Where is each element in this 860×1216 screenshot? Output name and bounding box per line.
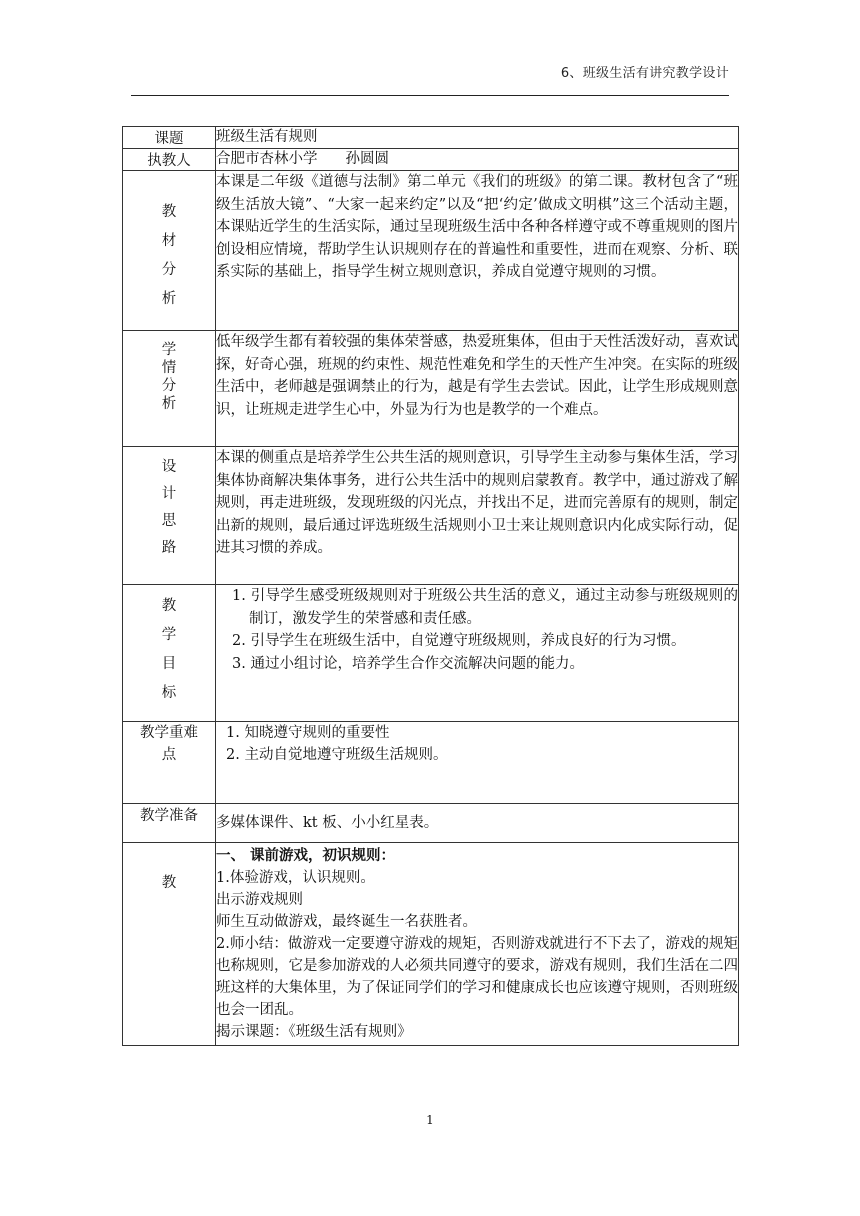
material-label [123, 171, 216, 331]
process-label: 教 [123, 843, 216, 1046]
goals-label-char: 标 [161, 685, 177, 701]
keypoints-content [216, 722, 739, 804]
row-process [123, 843, 739, 1046]
keypoints-label-line2: 点 [161, 747, 177, 763]
row-design [123, 447, 739, 585]
row-keypoints [123, 722, 739, 804]
process-content [216, 843, 739, 1046]
process-line: 师生互动做游戏，最终诞生一名获胜者。 [216, 914, 477, 930]
goals-label-char: 目 [161, 656, 177, 672]
prep-label: 教学准备 [123, 804, 216, 843]
keypoints-label [123, 722, 216, 804]
goals-label [123, 585, 216, 722]
goal-item: 3. 通过小组讨论，培养学生合作交流解决问题的能力。 [232, 655, 584, 672]
students-text: 低年级学生都有着较强的集体荣誉感，热爱班集体，但由于天性活泼好动，喜欢试探，好奇心强，班规的约束性、规范性难免和学生的天性产生冲突。在实际的班级生活中，老师越是强调禁止的行为，越是有学生去尝试。因此，让学生形成规则意识，让班规走进学生心中，外显为行为也是教学的一个难点。 [216, 331, 739, 447]
design-label-char: 计 [161, 486, 177, 502]
teacher-school: 合肥市杏林小学 [216, 151, 318, 167]
design-label-char: 设 [161, 459, 177, 475]
teacher-name: 孙圆圆 [345, 151, 389, 167]
keypoint-item: 2. 主动自觉地遵守班级生活规则。 [226, 747, 448, 763]
keypoints-label-line1: 教学重难 [140, 725, 198, 741]
design-label [123, 447, 216, 585]
students-label [123, 331, 216, 447]
row-students [123, 331, 739, 447]
goal-item: 2. 引导学生在班级生活中，自觉遵守班级规则，养成良好的行为习惯。 [232, 633, 686, 649]
lesson-plan-table [122, 126, 739, 1046]
process-line: 1.体验游戏，认识规则。 [216, 870, 375, 886]
teacher-label: 执教人 [123, 149, 216, 171]
process-heading: 一、 课前游戏，初识规则： [216, 847, 396, 864]
goals-label-char: 教 [161, 598, 177, 614]
material-label-char: 析 [161, 291, 177, 307]
students-label-char: 析 [161, 396, 177, 412]
students-label-char: 情 [161, 360, 177, 376]
process-line: 揭示课题：《班级生活有规则》 [216, 1024, 412, 1040]
design-label-char: 思 [161, 513, 177, 529]
process-line: 2.师小结：做游戏一定要遵守游戏的规矩，否则游戏就进行不下去了，游戏的规矩也称规则，它是参加游戏的人必须共同遵守的要求，游戏有规则，我们生活在二四班这样的大集体里，为了保证同学们的学习和健康成长也应该遵守规则，否则班级也会一团乱。 [216, 936, 738, 1018]
students-label-char: 学 [161, 342, 177, 358]
header-divider [131, 95, 729, 96]
material-label-char: 教 [161, 204, 177, 220]
prep-text: 多媒体课件、kt 板、小小红星表。 [216, 804, 739, 843]
design-label-char: 路 [161, 540, 177, 556]
goals-label-char: 学 [161, 627, 177, 643]
row-material [123, 171, 739, 331]
topic-label: 课题 [123, 127, 216, 149]
goal-item: 1. 引导学生感受班级规则对于班级公共生活的意义，通过主动参与班级规则的制订，激发学生的荣誉感和责任感。 [232, 588, 738, 627]
row-prep [123, 804, 739, 843]
page-number: 1 [426, 1113, 434, 1127]
row-teacher [123, 149, 739, 171]
topic-value: 班级生活有规则 [216, 127, 739, 149]
material-label-char: 分 [161, 262, 177, 278]
teacher-value [216, 149, 739, 171]
material-text: 本课是二年级《道德与法制》第二单元《我们的班级》的第二课。教材包含了“班级生活放大镜”、“大家一起来约定”以及“把‘约定’做成文明棋”这三个活动主题，本课贴近学生的生活实际，通过呈现班级生活中各种各样遵守或不尊重规则的图片创设相应情境，帮助学生认识规则存在的普遍性和重要性，进而在观察、分析、联系实际的基础上，指导学生树立规则意识，养成自觉遵守规则的习惯。 [216, 171, 739, 331]
students-label-char: 分 [161, 378, 177, 394]
design-text: 本课的侧重点是培养学生公共生活的规则意识，引导学生主动参与集体生活，学习集体协商解决集体事务，进行公共生活中的规则启蒙教育。教学中，通过游戏了解规则，再走进班级，发现班级的闪光点，并找出不足，进而完善原有的规则，制定出新的规则，最后通过评选班级生活规则小卫士来让规则意识内化成实际行动，促进其习惯的养成。 [216, 447, 739, 585]
goals-content [216, 585, 739, 722]
row-topic [123, 127, 739, 149]
process-line: 出示游戏规则 [216, 892, 303, 908]
row-goals [123, 585, 739, 722]
keypoint-item: 1. 知晓遵守规则的重要性 [226, 725, 390, 741]
page-header-title: 6、班级生活有讲究教学设计 [560, 66, 729, 81]
material-label-char: 材 [161, 233, 177, 249]
